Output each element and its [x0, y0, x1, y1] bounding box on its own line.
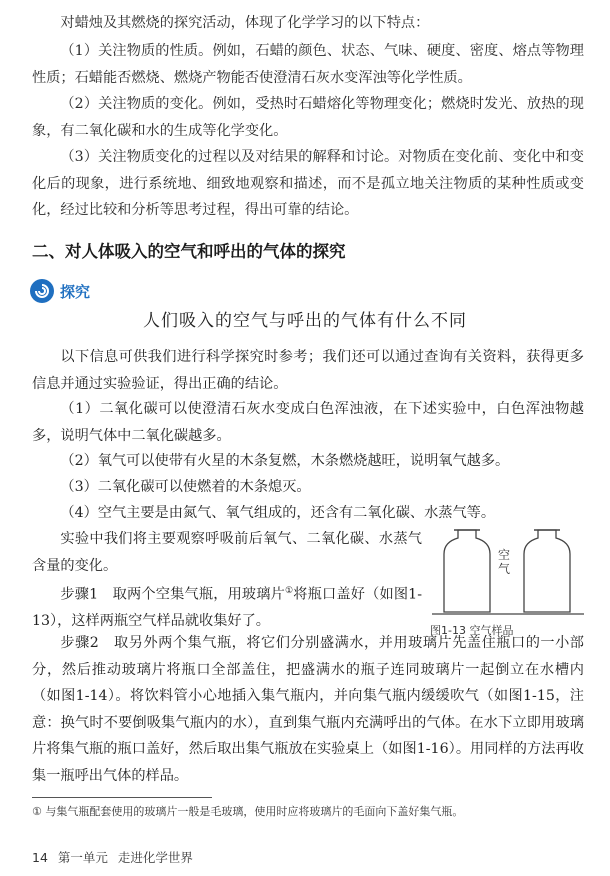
intro-lead: 对蜡烛及其燃烧的探究活动，体现了化学学习的以下特点： — [60, 15, 430, 31]
explore-label: 探究 — [60, 282, 91, 301]
observation-text: 实验中我们将主要观察呼吸前后氧气、二氧化碳、水蒸气含量的变化。 — [32, 531, 422, 574]
explore-info-4: （4）空气主要是由氮气、氧气组成的，还含有二氧化碳、水蒸气等。 — [60, 505, 496, 521]
intro-point-1: （1）关注物质的性质。例如，石蜡的颜色、状态、气味、硬度、密度、熔点等物理性质；石蜡能否燃烧、燃烧产物能否使澄清石灰水变浑浊等化学性质。 — [32, 43, 584, 86]
unit-label: 第一单元 — [57, 850, 108, 865]
explore-swirl-icon — [34, 283, 50, 299]
step-1 — [32, 578, 422, 635]
intro-point-2: （2）关注物质的变化。例如，受热时石蜡熔化等物理变化；燃烧时发光、放热的现象，有二氧化碳和水的生成等化学变化。 — [32, 96, 584, 139]
explore-icon — [30, 279, 54, 303]
section-title: 二、对人体吸入的空气和呼出的气体的探究 — [32, 242, 346, 261]
figure-caption: 图1-13 空气样品 — [430, 624, 514, 637]
figure-label: 空气 — [498, 548, 511, 576]
footnote-divider — [32, 797, 212, 798]
page-footer — [32, 848, 203, 866]
explore-info-2: （2）氧气可以使带有火星的木条复燃，木条燃烧越旺，说明氧气越多。 — [60, 453, 510, 469]
footnote: ① 与集气瓶配套使用的玻璃片一般是毛玻璃，使用时应将玻璃片的毛面向下盖好集气瓶。 — [32, 805, 464, 818]
step-1-text-a: 步骤1 取两个空集气瓶，用玻璃片 — [60, 586, 286, 603]
explore-info-3: （3）二氧化碳可以使燃着的木条熄灭。 — [60, 479, 311, 495]
page-number: 14 — [32, 850, 48, 865]
explore-intro: 以下信息可供我们进行科学探究时参考；我们还可以通过查询有关资料，获得更多信息并通过实验验证，得出正确的结论。 — [32, 349, 584, 392]
explore-info-1: （1）二氧化碳可以使澄清石灰水变成白色浑浊液，在下述实验中，白色浑浊物越多，说明气体中二氧化碳越多。 — [32, 401, 584, 444]
step-1-text-b: 将瓶口盖好（如图1-13），这样两瓶空气样品就收集好了。 — [32, 586, 422, 630]
step-2: 步骤2 取另外两个集气瓶，将它们分别盛满水，并用玻璃片先盖住瓶口的一小部分，然后推动玻璃片将瓶口全部盖住，把盛满水的瓶子连同玻璃片一起倒立在水槽内（如图1-14）。将饮料管小心地插入集气瓶内，并向集气瓶内缓缓吹气（如图1-15，注意：换气时不要倒吸集气瓶内的水），直到集气瓶内充满呼出的气体。在水下立即用玻璃片将集气瓶的瓶口盖好，然后取出集气瓶放在实验桌上（如图1-16）。用同样的方法再收集一瓶呼出气体的样品。 — [32, 635, 584, 784]
figure-bottles — [428, 520, 588, 620]
unit-title: 走进化学世界 — [117, 850, 193, 865]
footnote-ref: ① — [285, 586, 294, 596]
intro-point-3: （3）关注物质变化的过程以及对结果的解释和讨论。对物质在变化前、变化中和变化后的现象，进行系统地、细致地观察和描述，而不是孤立地关注物质的某种性质或变化，经过比较和分析等思考过程，得出可靠的结论。 — [32, 149, 584, 218]
explore-badge — [30, 279, 90, 303]
explore-title: 人们吸入的空气与呼出的气体有什么不同 — [143, 311, 467, 331]
